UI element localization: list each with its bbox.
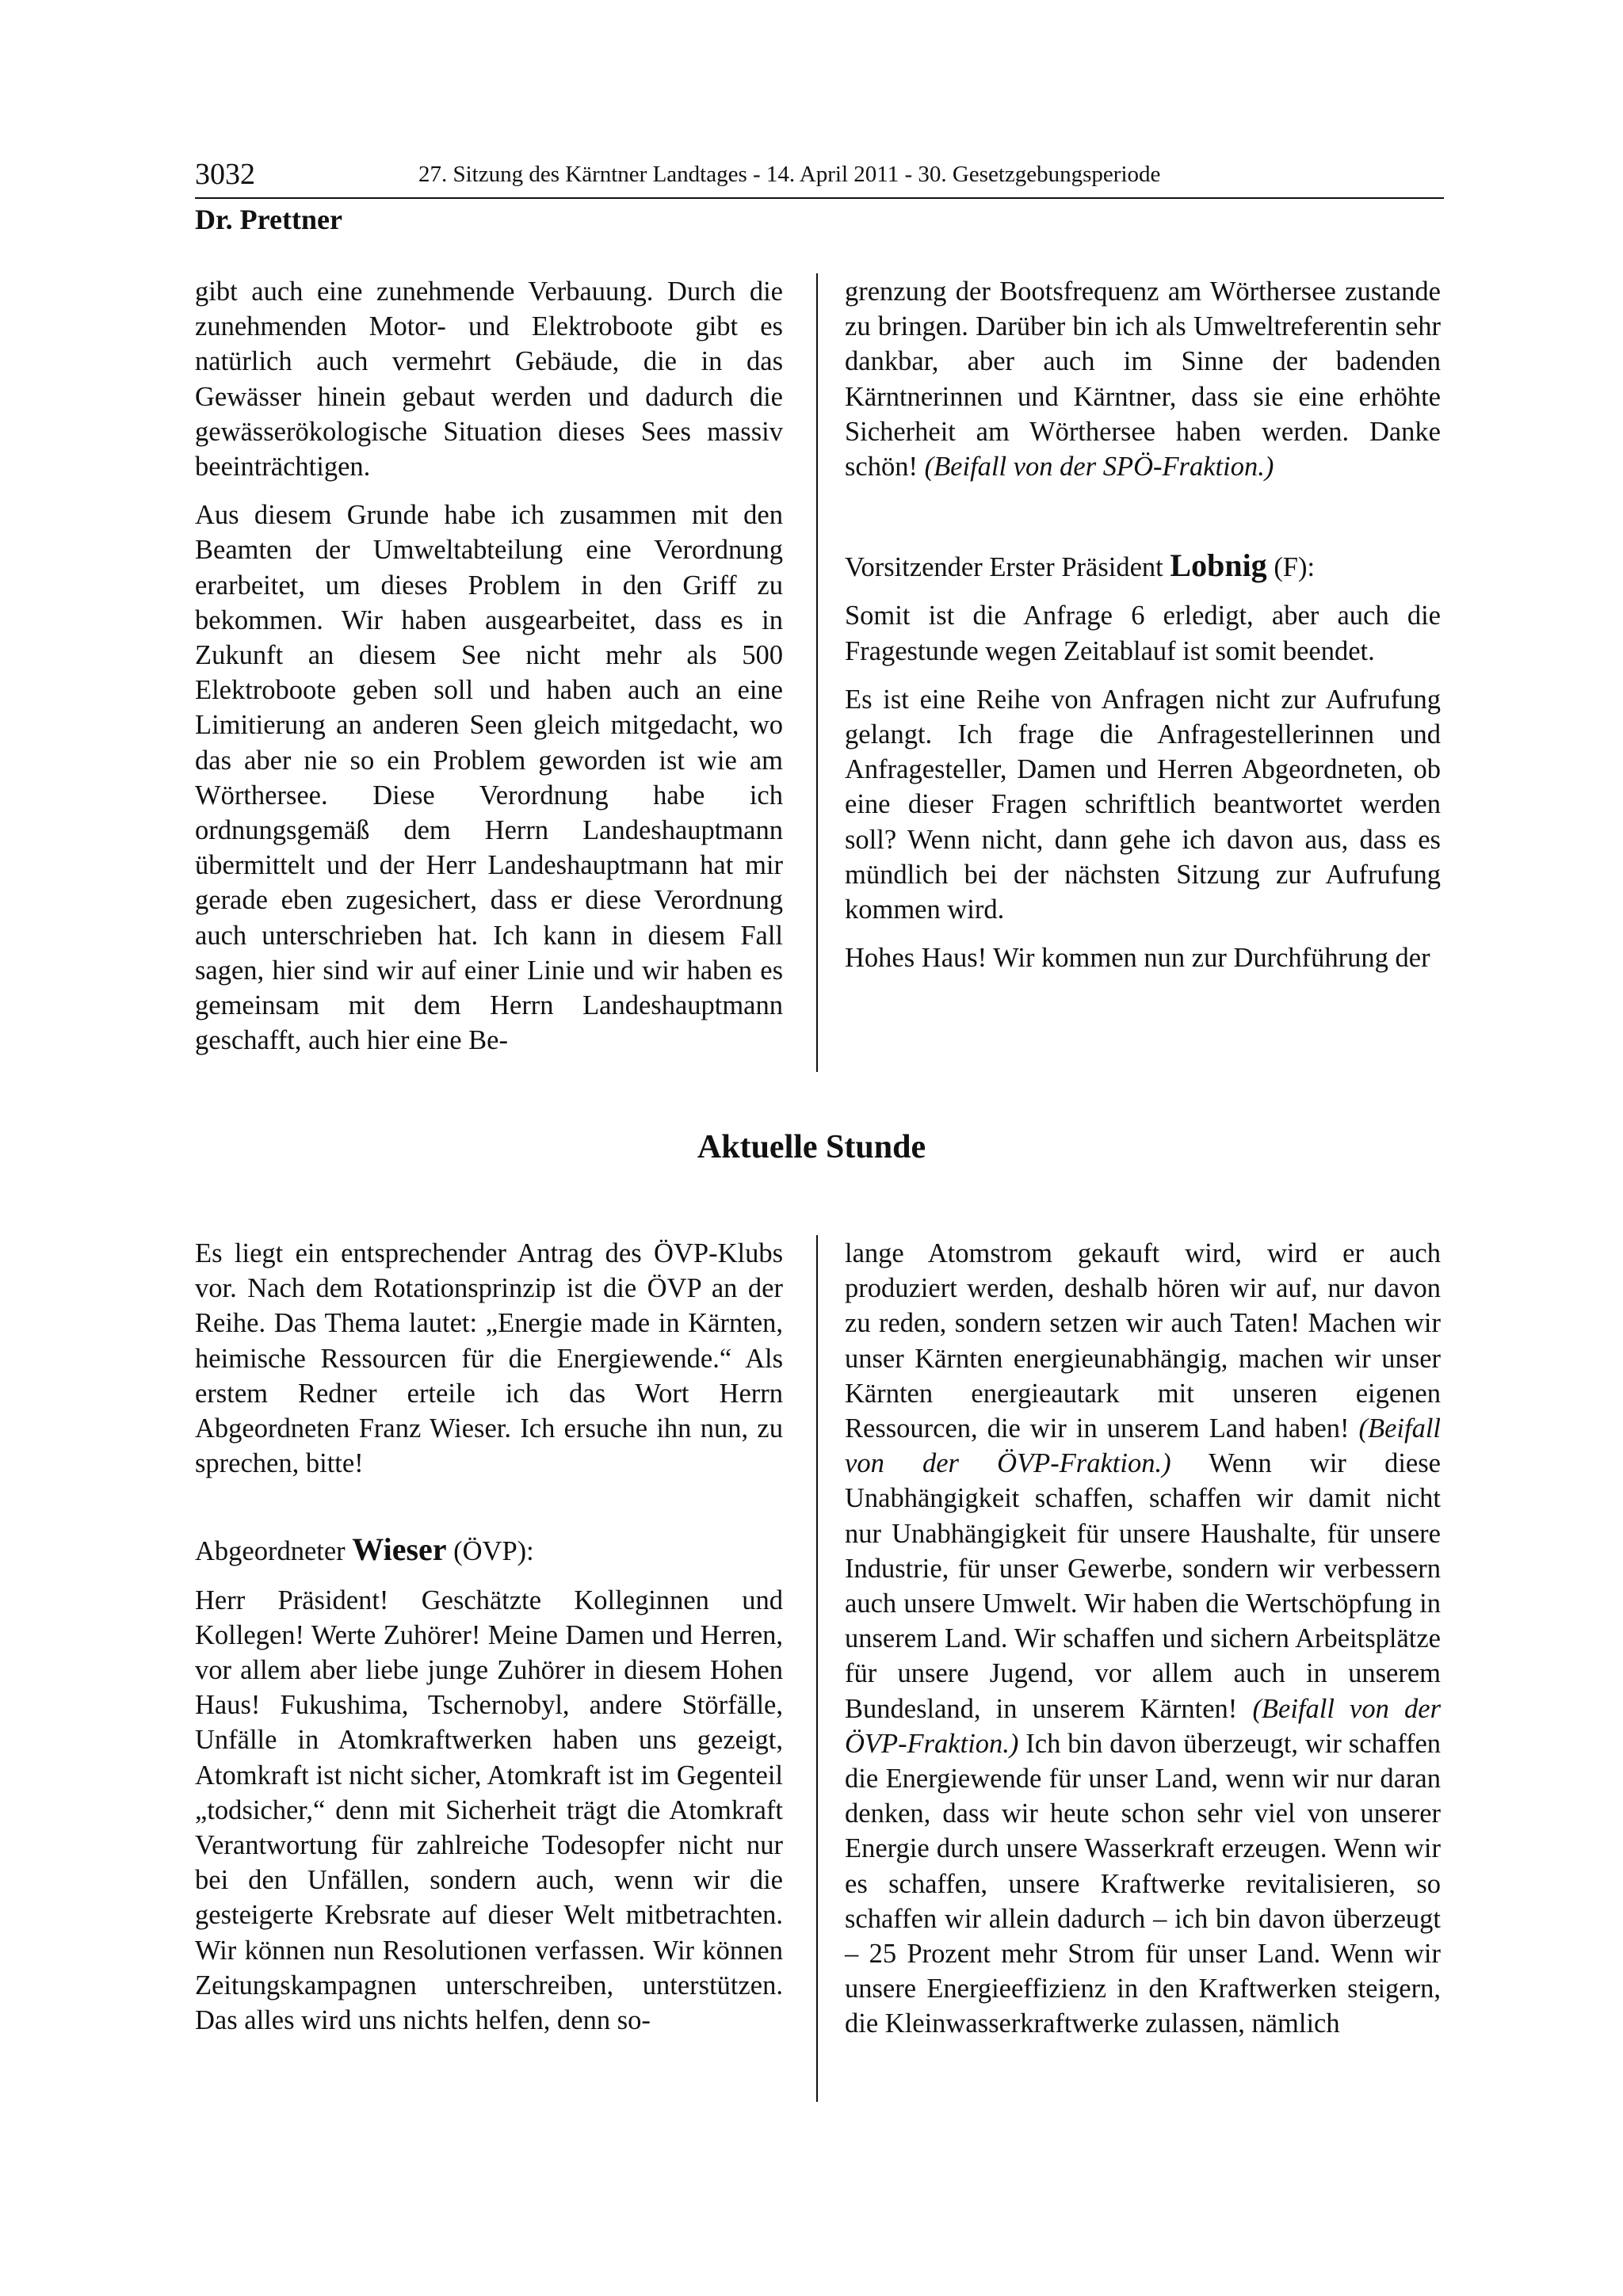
paragraph: Es ist eine Reihe von Anfragen nicht zur Aufrufung gelangt. Ich frage die Anfragestellerinnen und Anfragesteller, Damen und Herren Abgeordneten, ob eine dieser Fragen schriftlich beantwortet werden soll? Wenn nicht, dann gehe ich davon aus, dass es mündlich bei der nächsten Sitzung zur Aufrufung kommen wird. <box>845 684 1441 925</box>
page-number: 3032 <box>195 158 255 191</box>
paragraph <box>845 274 1441 484</box>
speaker-name: Lobnig <box>1170 547 1267 584</box>
applause-note: (Beifall von der ÖVP-Fraktion.) <box>845 1693 1441 1759</box>
applause-note: (Beifall von der SPÖ-Fraktion.) <box>924 452 1274 482</box>
paragraph-text: grenzung der Bootsfrequenz am Wörthersee zustande zu bringen. Darüber bin ich als Umweltreferentin sehr dankbar, aber auch im Sinne der badenden Kärntnerinnen und Kärntner, dass sie eine erhöhte Sicherheit am Wörthersee haben werden. Danke schön! <box>845 277 1441 482</box>
paragraph: Hohes Haus! Wir kommen nun zur Durchführung der <box>845 943 1430 974</box>
paragraph <box>845 1236 1441 2042</box>
applause-note: (Beifall von der ÖVP-Fraktion.) <box>845 1413 1442 1479</box>
speaker-party: (ÖVP): <box>453 1536 534 1567</box>
speaker-prefix: Abgeordneter <box>195 1536 346 1567</box>
paragraph: gibt auch eine zunehmende Verbauung. Durch die zunehmenden Motor- und Elektroboote gibt es natürlich auch vermehrt Gebäude, die in das Gewässer hinein gebaut werden und dadurch die gewässerökologische Situation dieses Sees massiv beeinträchtigen. <box>195 277 783 482</box>
top-left-column <box>195 274 783 1071</box>
current-speaker: Dr. Prettner <box>195 204 342 235</box>
speaker-line <box>195 1532 783 1569</box>
page-header <box>195 157 1444 196</box>
paragraph-text: lange Atomstrom gekauft wird, wird er auch produziert werden, deshalb hören wir auf, nur davon zu reden, sondern setzen wir auch Taten! Machen wir unser Kärnten energieunabhängig, machen wir unser Kärnten energieautark mit unseren eigenen Ressourcen, die wir in unserem Land haben! <box>845 1238 1441 1444</box>
running-head: 27. Sitzung des Kärntner Landtages - 14. April 2011 - 30. Gesetzgebungsperiode <box>418 162 1161 187</box>
paragraph: Herr Präsident! Geschätzte Kolleginnen und Kollegen! Werte Zuhörer! Meine Damen und Herren, vor allem aber liebe junge Zuhörer in diesem Hohen Haus! Fukushima, Tschernobyl, andere Störfälle, Unfälle in Atomkraftwerken haben uns gezeigt, Atomkraft ist nicht sicher, Atomkraft ist im Gegenteil „todsicher,“ denn mit Sicherheit trägt die Atomkraft Verantwortung für zahlreiche Todesopfer nicht nur bei den Unfällen, sondern auch, wenn wir die gesteigerte Krebsrate auf dieser Welt mitbetrachten. Wir können nun Resolutionen verfassen. Wir können Zeitungskampagnen unterschreiben, unterstützen. Das alles wird uns nichts helfen, denn so- <box>195 1585 783 2036</box>
speaker-name: Wieser <box>352 1531 447 1568</box>
top-right-column <box>845 274 1441 989</box>
paragraph: Aus diesem Grunde habe ich zusammen mit den Beamten der Umweltabteilung eine Verordnung erarbeitet, um dieses Problem in den Griff zu bekommen. Wir haben ausgearbeitet, dass es in Zukunft an diesem See nicht mehr als 500 Elektroboote geben soll und haben auch an eine Limitierung an anderen Seen gleich mitgedacht, wo das aber nie so ein Problem geworden ist wie am Wörthersee. Diese Verordnung habe ich ordnungsgemäß dem Herrn Landeshauptmann übermittelt und der Herr Landeshauptmann hat mir gerade eben zugesichert, dass er diese Verordnung auch unterschrieben hat. Ich kann in diesem Fall sagen, hier sind wir auf einer Linie und wir haben es gemeinsam mit dem Herrn Landeshauptmann geschafft, auch hier eine Be- <box>195 500 783 1056</box>
section-title: Aktuelle Stunde <box>697 1129 926 1165</box>
paragraph: Es liegt ein entsprechender Antrag des ÖVP-Klubs vor. Nach dem Rotationsprinzip ist die ÖVP an der Reihe. Das Thema lautet: „Energie made in Kärnten, heimische Ressourcen für die Energiewende.“ Als erstem Redner erteile ich das Wort Herrn Abgeordneten Franz Wieser. Ich ersuche ihn nun, zu sprechen, bitte! <box>195 1238 783 1479</box>
bottom-right-column <box>845 1236 1441 2055</box>
paragraph-text: Ich bin davon überzeugt, wir schaffen die Energiewende für unser Land, wenn wir nur daran denken, dass wir heute schon sehr viel von unserer Energie durch unsere Wasserkraft erzeugen. Wenn wir es schaffen, unsere Kraftwerke revitalisieren, so schaffen wir allein dadurch – ich bin davon überzeugt – 25 Prozent mehr Strom für unser Land. Wenn wir unsere Energieeffizienz in den Kraftwerken steigern, die Kleinwasserkraftwerke zulassen, nämlich <box>845 1728 1442 2039</box>
speaker-line <box>845 548 1441 585</box>
paragraph: Somit ist die Anfrage 6 erledigt, aber auch die Fragestunde wegen Zeitablauf ist somit beendet. <box>845 601 1441 666</box>
column-divider <box>816 1235 818 2102</box>
column-divider <box>816 273 818 1072</box>
speaker-party: (F): <box>1274 552 1316 583</box>
speaker-prefix: Vorsitzender Erster Präsident <box>845 552 1163 583</box>
paragraph-text: Wenn wir diese Unabhängigkeit schaffen, schaffen wir damit nicht nur Unabhängigkeit für unsere Haushalte, für unsere Industrie, für unser Gewerbe, sondern wir verbessern auch unsere Umwelt. Wir haben die Wertschöpfung in unserem Land. Wir schaffen und sichern Arbeitsplätze für unsere Jugend, vor allem auch in unserem Bundesland, in unserem Kärnten! <box>845 1448 1441 1724</box>
header-rule <box>195 197 1444 199</box>
bottom-left-column <box>195 1236 783 2051</box>
